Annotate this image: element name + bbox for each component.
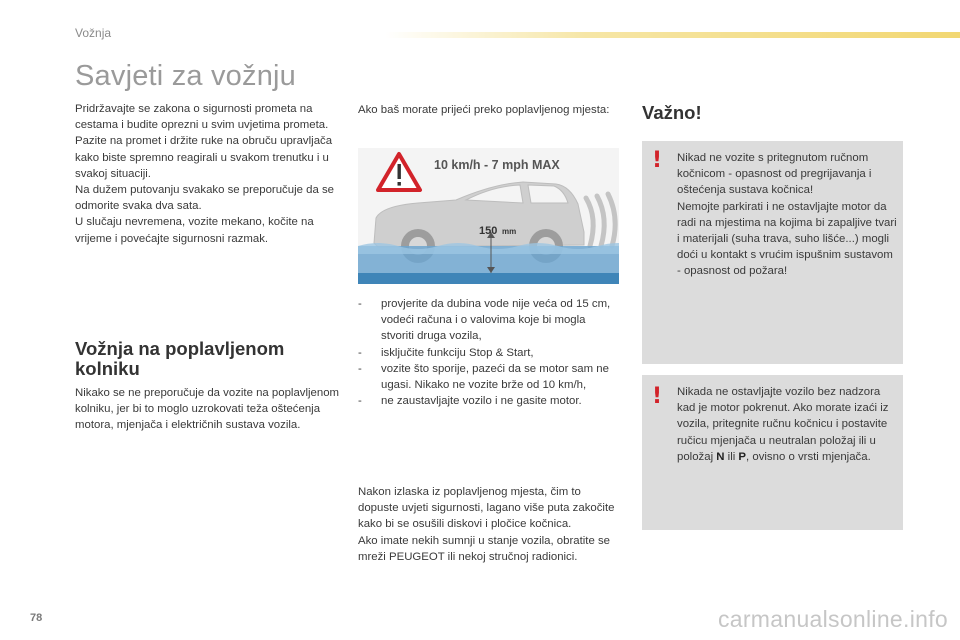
bullet-dash: - — [358, 346, 362, 359]
after-paragraph: Ako imate nekih sumnji u stanje vozila, obratite se mreži PEUGEOT ili nekoj stručnoj radionici. — [358, 534, 610, 563]
page-number: 78 — [30, 612, 43, 624]
exclamation-icon: ! — [652, 148, 663, 173]
warning-text: Nikada ne ostavljajte vozilo bez nadzora kad je motor pokrenut. Ako morate izaći iz vozila, pritegnite ručnu kočnicu i postavite ručicu mjenjača u neutralan položaj ili u položaj N ili P, ovisno o vrsti mjenjača. — [677, 386, 889, 463]
list-item — [358, 345, 620, 361]
header-accent-bar — [385, 32, 960, 38]
intro-paragraph: Pridržavajte se zakona o sigurnosti prometa na cestama i budite oprezni u svim uvjetima prometa. — [75, 103, 329, 132]
depth-value: 150 — [479, 225, 498, 237]
bullet-dash: - — [358, 298, 362, 310]
intro-text — [75, 101, 337, 247]
list-item — [358, 296, 620, 345]
bullet-dash: - — [358, 395, 362, 408]
bullet-dash: - — [358, 362, 362, 375]
list-item — [358, 361, 620, 393]
warning-box-parking — [642, 141, 903, 364]
list-item — [358, 393, 620, 409]
gear-p-label: P — [738, 450, 747, 463]
warning-box-unattended — [642, 375, 903, 530]
section-label: Vožnja — [75, 26, 112, 40]
list-item-text: provjerite da dubina vode nije veća od 15 cm, vodeći računa i o valovima koje bi mogla stvoriti druga vozila, — [381, 298, 611, 343]
intro-paragraph: Pazite na promet i držite ruke na obruču upravljača kako biste spremno reagirali u svakom trenutku i u svakoj situaciji. — [75, 135, 333, 180]
gear-n-label: N — [716, 450, 725, 463]
warning-paragraph: Nikad ne vozite s pritegnutom ručnom kočnicom - opasnost od pregrijavanja i oštećenja sustava kočnica! — [677, 152, 872, 197]
exclamation-icon: ! — [652, 384, 663, 409]
flood-illustration — [358, 148, 619, 284]
warning-paragraph: Nemojte parkirati i ne ostavljajte motor da radi na mjestima na kojima bi zapaljive tvari i materijali (suha trava, suho lišće...) mogli doći u kontakt s vrućim ispušnim sustavom - opasnost od požara! — [677, 200, 897, 278]
list-item-text: ne zaustavljajte vozilo i ne gasite motor. — [381, 395, 582, 408]
intro-paragraph: U slučaju nevremena, vozite mekano, kočite na vrijeme i povećajte sigurnosni razmak. — [75, 216, 314, 245]
intro-paragraph: Na dužem putovanju svakako se preporučuje da se odmorite svaka dva sata. — [75, 184, 334, 213]
flood-intro: Ako baš morate prijeći preko poplavljenog mjesta: — [358, 104, 610, 116]
list-item-text: isključite funkciju Stop & Start, — [381, 346, 534, 359]
after-flood-text — [358, 484, 620, 565]
flood-heading: Vožnja na poplavljenom kolniku — [75, 338, 285, 379]
flood-text: Nikako se ne preporučuje da vozite na poplavljenom kolniku, jer bi to moglo uzrokovati teža oštećenja motora, mjenjača i električnih sustava vozila. — [75, 387, 340, 432]
flood-bullets — [358, 296, 620, 409]
speed-limit-label: 10 km/h - 7 mph MAX — [434, 158, 560, 172]
watermark: carmanualsonline.info — [717, 606, 948, 632]
depth-unit: mm — [502, 227, 517, 236]
after-paragraph: Nakon izlaska iz poplavljenog mjesta, čim to dopuste uvjeti sigurnosti, lagano više puta zakočite kako bi se osušili diskovi i pločice kočnica. — [358, 486, 615, 531]
warning-text — [677, 150, 899, 280]
important-heading: Važno! — [642, 102, 702, 123]
page-title: Savjeti za vožnju — [75, 60, 297, 92]
list-item-text: vozite što sporije, pazeći da se motor sam ne ugasi. Nikako ne vozite brže od 10 km/h, — [381, 362, 609, 392]
